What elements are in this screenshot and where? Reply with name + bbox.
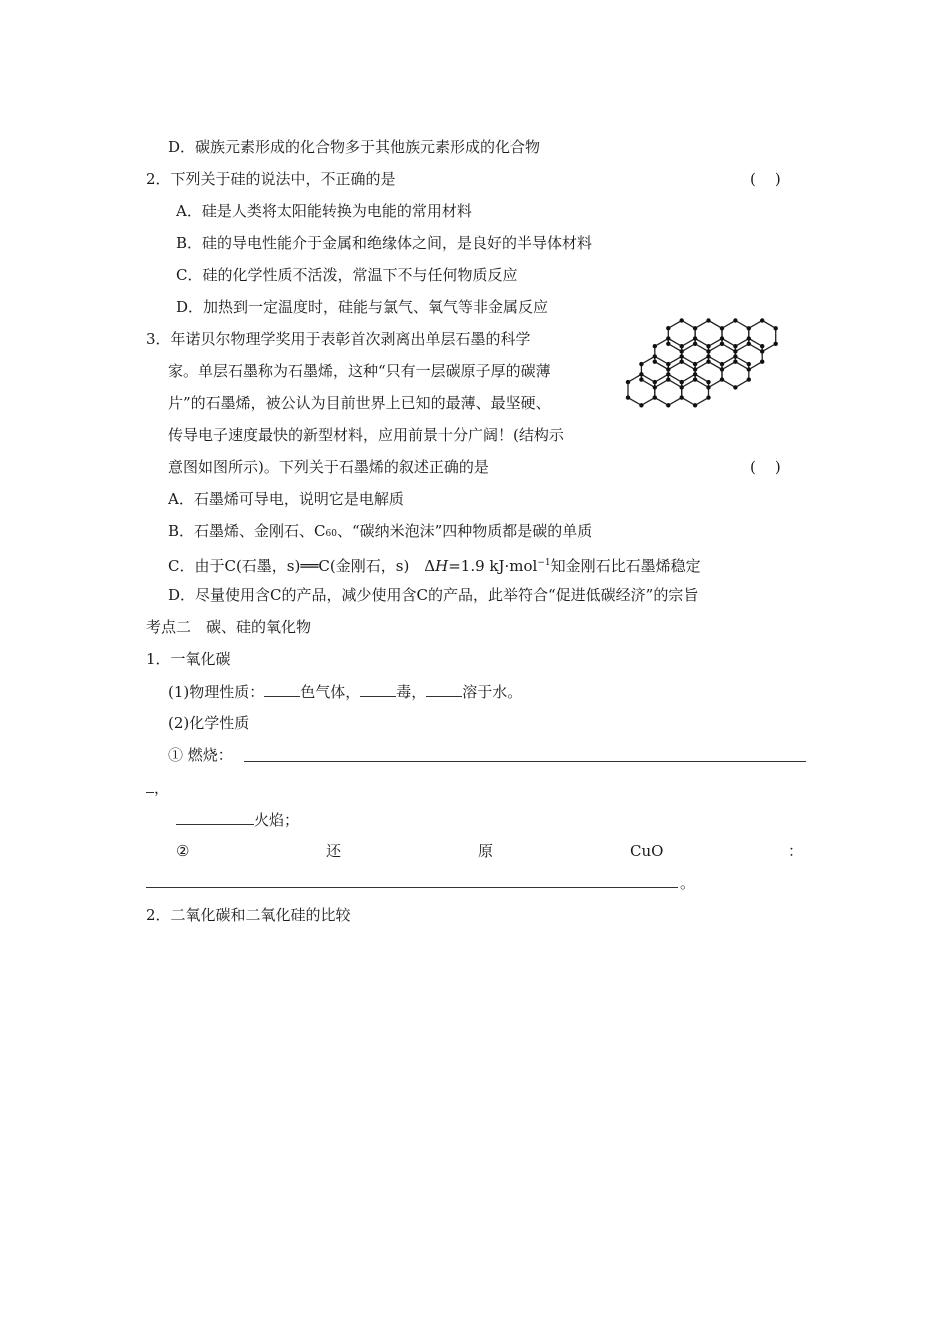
burn-continuation: ， xyxy=(146,777,169,798)
carbon-atom xyxy=(680,395,684,399)
carbon-atom xyxy=(747,326,751,330)
carbon-atom xyxy=(706,360,710,364)
carbon-atom xyxy=(653,385,657,389)
carbon-atom xyxy=(706,349,710,353)
carbon-atom xyxy=(680,354,684,358)
carbon-atom xyxy=(693,342,697,346)
carbon-atom xyxy=(760,318,764,322)
graphene-structure-diagram xyxy=(624,314,784,426)
carbon-atom xyxy=(693,367,697,371)
carbon-atom xyxy=(666,372,670,376)
carbon-atom xyxy=(693,326,697,330)
carbon-atom xyxy=(666,403,670,407)
flame-line: 火焰； xyxy=(176,809,299,830)
carbon-atom xyxy=(706,385,710,389)
carbon-atom xyxy=(666,362,670,366)
carbon-atom xyxy=(706,344,710,348)
carbon-atom xyxy=(666,377,670,381)
q2-option-a: A．硅是人类将太阳能转换为电能的常用材料 xyxy=(176,202,472,220)
q3-option-b: B．石墨烯、金刚石、C60、“碳纳米泡沫”四种物质都是碳的单质 xyxy=(168,522,593,540)
q3-stem-line-2: 家。单层石墨称为石墨烯，这种“只有一层碳原子厚的碳薄 xyxy=(168,362,551,380)
item-comparison-heading: 2．二氧化碳和二氧化硅的比较 xyxy=(146,906,351,924)
carbon-atom xyxy=(747,377,751,381)
carbon-atom xyxy=(774,326,778,330)
q3-option-c: C．由于C(石墨，s)══C(金刚石，s) ΔH=1.9 kJ·mol$^{-1}$知金刚石比石墨烯稳定 xyxy=(168,557,701,575)
carbon-atom xyxy=(666,342,670,346)
carbon-atom xyxy=(747,336,751,340)
reduce-colon: ： xyxy=(788,842,804,860)
q3-answer-paren: ( ) xyxy=(750,458,781,476)
carbon-atom xyxy=(733,344,737,348)
carbon-atom xyxy=(747,362,751,366)
carbon-atom xyxy=(733,349,737,353)
carbon-atom xyxy=(693,362,697,366)
q3-stem-line-3: 片”的石墨烯，被公认为目前世界上已知的最薄、最坚硬、 xyxy=(168,394,551,412)
carbon-atom xyxy=(693,336,697,340)
carbon-atom xyxy=(653,395,657,399)
q2-option-b: B．硅的导电性能介于金属和绝缘体之间，是良好的半导体材料 xyxy=(176,234,593,252)
carbon-atom xyxy=(653,380,657,384)
carbon-atom xyxy=(706,318,710,322)
carbon-atom xyxy=(720,326,724,330)
carbon-atom xyxy=(626,380,630,384)
carbon-atom xyxy=(720,342,724,346)
q3-option-a: A．石墨烯可导电，说明它是电解质 xyxy=(168,490,404,508)
carbon-atom xyxy=(680,385,684,389)
carbon-atom xyxy=(680,380,684,384)
carbon-atom xyxy=(666,336,670,340)
carbon-atom xyxy=(720,367,724,371)
q2-answer-paren: ( ) xyxy=(750,170,781,188)
reduce-circle-number: ② xyxy=(176,842,190,860)
carbon-atom xyxy=(760,344,764,348)
reduce-char-1: 还 xyxy=(326,842,342,860)
carbon-atom xyxy=(733,385,737,389)
carbon-atom xyxy=(693,377,697,381)
carbon-atom xyxy=(680,349,684,353)
reduce-end-period: 。 xyxy=(680,874,696,892)
section-heading: 考点二 碳、硅的氧化物 xyxy=(146,618,312,636)
q2-option-c: C．硅的化学性质不活泼，常温下不与任何物质反应 xyxy=(176,266,518,284)
carbon-atom xyxy=(639,377,643,381)
carbon-atom xyxy=(680,344,684,348)
carbon-atom xyxy=(653,344,657,348)
q2-stem: 2．下列关于硅的说法中，不正确的是 xyxy=(146,170,396,188)
carbon-atom xyxy=(666,326,670,330)
carbon-atom xyxy=(720,336,724,340)
reduce-answer-line[interactable] xyxy=(146,887,678,888)
carbon-atom xyxy=(774,342,778,346)
carbon-atom xyxy=(653,354,657,358)
carbon-atom xyxy=(760,349,764,353)
q3-stem-line-1: 3．年诺贝尔物理学奖用于表彰首次剥离出单层石墨的科学 xyxy=(146,330,531,348)
carbon-atom xyxy=(733,360,737,364)
carbon-atom xyxy=(733,318,737,322)
co-chemical-properties: (2)化学性质 xyxy=(168,714,250,732)
burn-label: ① 燃烧： xyxy=(168,746,233,764)
carbon-atom xyxy=(747,367,751,371)
burn-answer-line[interactable] xyxy=(244,761,806,762)
carbon-atom xyxy=(706,380,710,384)
item-co-heading: 1．一氧化碳 xyxy=(146,650,231,668)
carbon-atom xyxy=(706,354,710,358)
reduce-cuo: CuO xyxy=(630,842,664,860)
q2-option-d: D．加热到一定温度时，硅能与氯气、氧气等非金属反应 xyxy=(176,298,549,316)
q1-option-d: D．碳族元素形成的化合物多于其他族元素形成的化合物 xyxy=(168,138,541,156)
carbon-atom xyxy=(680,360,684,364)
co-physical-properties: (1)物理性质： 色气体， 毒， 溶于水。 xyxy=(168,683,523,701)
q3-stem-line-5: 意图如图所示)。下列关于石墨烯的叙述正确的是 xyxy=(168,458,489,476)
carbon-atom xyxy=(720,377,724,381)
carbon-atom xyxy=(639,362,643,366)
carbon-atom xyxy=(720,362,724,366)
carbon-atom xyxy=(760,360,764,364)
q3-option-d: D．尽量使用含C的产品，减少使用含C的产品，此举符合“促进低碳经济”的宗旨 xyxy=(168,586,699,604)
carbon-atom xyxy=(639,403,643,407)
carbon-atom xyxy=(706,395,710,399)
q3-stem-line-4: 传导电子速度最快的新型材料，应用前景十分广阔！(结构示 xyxy=(168,426,564,444)
carbon-atom xyxy=(626,395,630,399)
carbon-atom xyxy=(639,372,643,376)
carbon-atom xyxy=(666,367,670,371)
carbon-atom xyxy=(747,342,751,346)
carbon-atom xyxy=(693,372,697,376)
carbon-atom xyxy=(733,354,737,358)
carbon-atom xyxy=(680,318,684,322)
carbon-atom xyxy=(693,403,697,407)
reduce-char-2: 原 xyxy=(478,842,494,860)
carbon-atom xyxy=(653,360,657,364)
